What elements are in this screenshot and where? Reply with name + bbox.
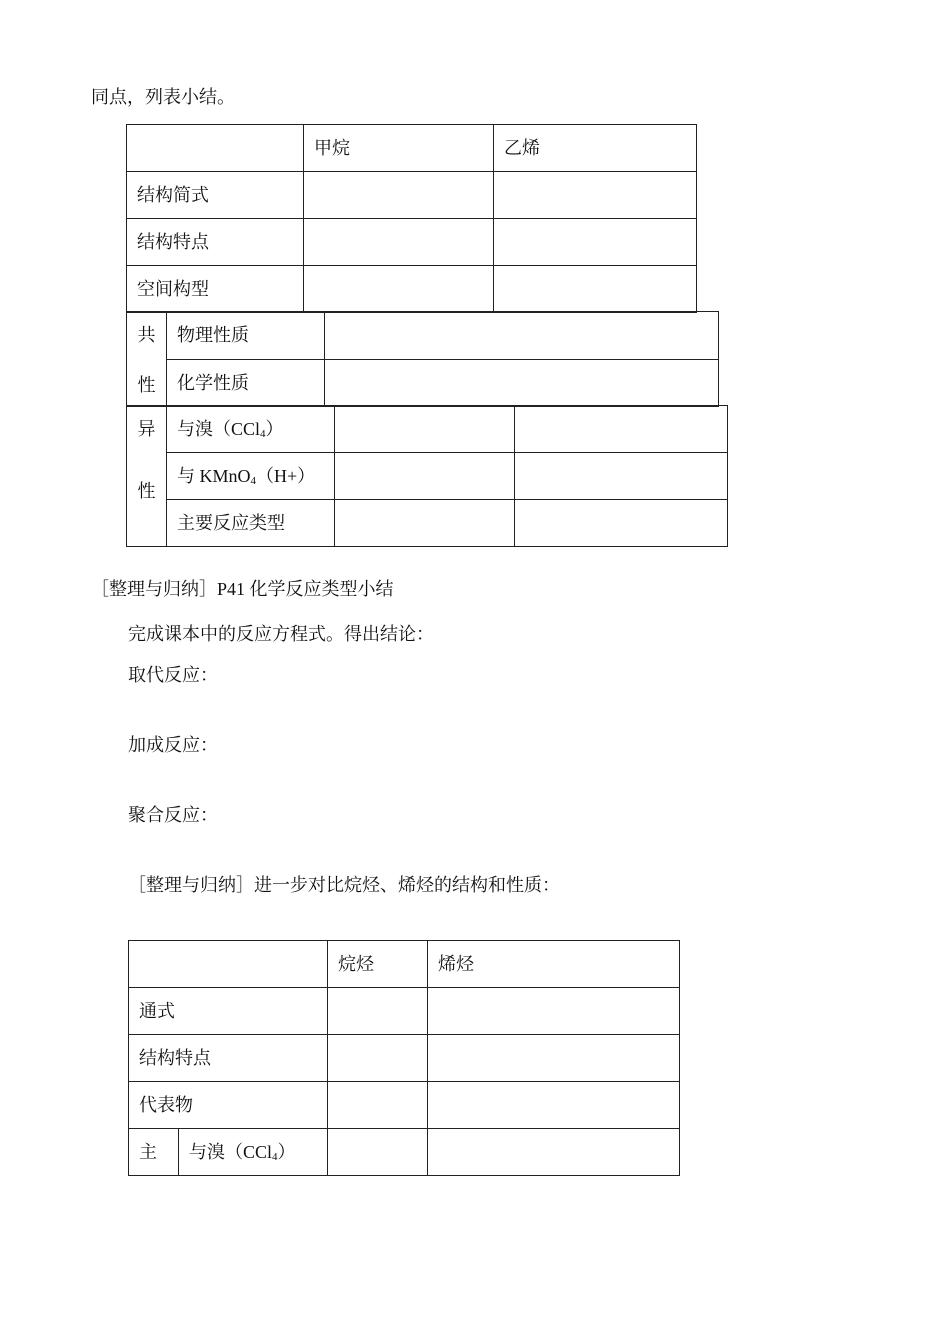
table-cell[interactable] [515,406,728,453]
comparison-table-alkane-alkene [128,940,680,1176]
difference-char-1: 异 [137,419,156,439]
row-label-kmno4-reaction: 与 KMnO$_4$（H+） [167,453,335,500]
table-cell[interactable] [515,453,728,500]
difference-char-2: 性 [137,481,156,501]
table1-header-ethylene: 乙烯 [494,125,697,172]
row-label-physical-properties: 物理性质 [167,312,325,360]
table-cell[interactable] [304,172,494,219]
table-cell[interactable] [494,219,697,266]
table-cell[interactable] [304,219,494,266]
main-group-char: 主 [129,1129,179,1176]
table-cell[interactable] [428,1035,680,1082]
table-cell[interactable] [325,359,719,407]
reaction-substitution: 取代反应： [128,665,218,685]
table2-header-alkane: 烷烃 [328,941,428,988]
row-label-bromine-reaction: 与溴（CCl$_4$） [167,406,335,453]
table-cell[interactable] [328,1035,428,1082]
table-cell[interactable] [328,1082,428,1129]
table1-header-methane: 甲烷 [304,125,494,172]
table-cell[interactable] [328,1129,428,1176]
intro-text: 同点，列表小结。 [91,87,235,107]
table-cell[interactable] [335,500,515,547]
reaction-addition: 加成反应： [128,735,218,755]
common-group-cell [127,312,167,407]
section1-title: ［整理与归纳］P41 化学反应类型小结 [91,579,394,599]
comparison-table-methane-ethylene [126,124,697,313]
table1-corner-cell [127,125,304,172]
row-label-general-formula: 通式 [129,988,328,1035]
row-label-structural-formula: 结构简式 [127,172,304,219]
reaction-polymerization: 聚合反应： [128,805,218,825]
table-cell[interactable] [515,500,728,547]
table-cell[interactable] [335,453,515,500]
table-cell[interactable] [428,1129,680,1176]
common-char-1: 共 [137,325,156,345]
table-cell[interactable] [428,988,680,1035]
difference-group-cell [127,406,167,547]
row-label-representative: 代表物 [129,1082,328,1129]
table-cell[interactable] [494,172,697,219]
common-char-2: 性 [137,375,156,395]
table-cell[interactable] [325,312,719,360]
different-properties-table [126,405,728,547]
table2-corner-cell [129,941,328,988]
table-cell[interactable] [335,406,515,453]
table-cell[interactable] [494,266,697,313]
row-label-bromine-reaction: 与溴（CCl$_4$） [179,1129,328,1176]
row-label-chemical-properties: 化学性质 [167,359,325,407]
row-label-main-reaction-type: 主要反应类型 [167,500,335,547]
section1-instruction: 完成课本中的反应方程式。得出结论： [128,624,434,644]
table-cell[interactable] [304,266,494,313]
table2-header-alkene: 烯烃 [428,941,680,988]
table-cell[interactable] [428,1082,680,1129]
table-cell[interactable] [328,988,428,1035]
section2-title: ［整理与归纳］进一步对比烷烃、烯烃的结构和性质： [128,875,560,895]
common-properties-table [126,311,719,407]
row-label-structural-features: 结构特点 [129,1035,328,1082]
row-label-structural-features: 结构特点 [127,219,304,266]
row-label-spatial-configuration: 空间构型 [127,266,304,313]
